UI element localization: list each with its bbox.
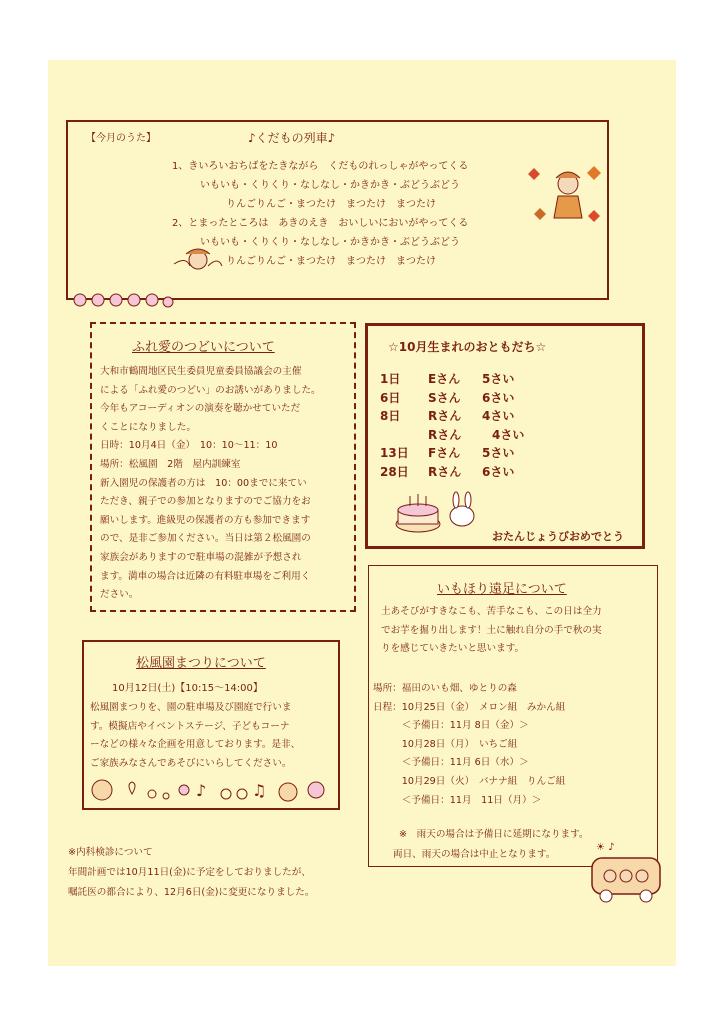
- fureai-line: 場所：松風園 2階 屋内訓練室: [100, 458, 241, 470]
- imohori-schedule-line: 10月29日（火） バナナ組 りんご組: [373, 775, 566, 787]
- imohori-intro-line: でお芋を掘り出します！土に触れ自分の手で秋の実: [381, 624, 602, 636]
- song-line: いもいも・くりくり・なしなし・かきかき・ぶどうぶどう: [200, 180, 460, 191]
- potato-digging-box: [368, 565, 658, 867]
- checkup-heading: ※内科検診について: [68, 847, 153, 858]
- song-title: ♪くだもの列車♪: [248, 131, 336, 145]
- fureai-line: 日時：10月4日（金） 10：10〜11：10: [100, 440, 278, 452]
- song-line: いもいも・くりくり・なしなし・かきかき・ぶどうぶどう: [200, 237, 460, 248]
- imohori-schedule-line: ＜予備日：11月 6日（水）＞: [373, 757, 529, 769]
- matsuri-line: す。模擬店やイベントステージ、子どもコーナ: [90, 720, 290, 732]
- imohori-intro-line: りを感じていきたいと思います。: [381, 643, 525, 655]
- checkup-line: 年間計画では10月11日(金)に予定をしておりましたが、: [68, 867, 311, 878]
- birthday-day: 6日: [380, 390, 401, 405]
- fureai-line: ただき、親子での参加となりますのでご協力をお: [100, 496, 311, 508]
- imohori-schedule-line: 10月28日（月） いちご組: [373, 738, 518, 750]
- flower-decoration: [68, 288, 178, 314]
- fureai-line: 新入園児の保護者の方は 10：00までに来てい: [100, 477, 307, 489]
- birthday-age: 4さい: [482, 409, 515, 423]
- birthday-age: 6さい: [482, 464, 515, 479]
- imohori-schedule-line: 場所：福田のいも畑、ゆとりの森: [373, 683, 517, 694]
- matsuri-line: ーなどの様々な企画を用意しております。是非、: [90, 739, 301, 751]
- fureai-line: ので、是非ご参加ください。当日は第２松風園の: [100, 533, 311, 545]
- fureai-line: くことになりました。: [100, 421, 196, 433]
- birthday-title: ☆10月生まれのおともだち☆: [388, 340, 547, 354]
- fureai-line: による「ふれ愛のつどい」のお誘いがありました。: [100, 384, 321, 396]
- song-line: 2、とまったところは あきのえき おいしいにおいがやってくる: [172, 218, 469, 229]
- festival-box: [82, 640, 340, 810]
- fureai-line: 願いします。進級児の保護者の方も参加できます: [100, 514, 311, 526]
- fureai-gathering-box: [90, 322, 356, 612]
- imohori-note: 両日、雨天の場合は中止となります。: [393, 849, 556, 860]
- bus-illustration: [586, 836, 666, 908]
- song-line: りんごりんご・まつたけ まつたけ まつたけ: [226, 256, 436, 267]
- birthday-day: 13日: [380, 446, 409, 460]
- song-line: りんごりんご・まつたけ まつたけ まつたけ: [226, 199, 436, 210]
- imohori-title: いもほり遠足について: [437, 582, 567, 597]
- fureai-line: ます。満車の場合は近隣の有料駐車場をご利用く: [100, 570, 311, 582]
- matsuri-date: 10月12日(土)【10:15〜14:00】: [112, 683, 263, 694]
- birthday-age: 5さい: [482, 446, 515, 460]
- birthday-name: Fさん: [428, 446, 461, 460]
- matsuri-body: [90, 699, 300, 773]
- birthday-name: Rさん: [428, 464, 462, 479]
- autumn-leaves-illustration: [528, 158, 608, 234]
- fureai-body: [100, 363, 321, 605]
- fairy-illustration: [172, 244, 224, 278]
- song-line: 1、きいろいおちばをたきながら くだものれっしゃがやってくる: [172, 161, 469, 172]
- svg-text:♪: ♪: [196, 781, 207, 800]
- fureai-line: 家族会がありますので駐車場の混雑が予想され: [100, 551, 302, 563]
- checkup-line: 嘱託医の都合により、12月6日(金)に変更になりました。: [68, 887, 315, 898]
- birthday-age: 5さい: [482, 372, 515, 386]
- cake-illustration: [390, 486, 490, 538]
- birthday-day: 8日: [380, 409, 401, 423]
- matsuri-line: ご家族みなさんであそびにいらしてください。: [90, 757, 292, 769]
- birthday-age: 4さい: [492, 427, 525, 442]
- matsuri-line: 松風園まつりを、園の駐車場及び園庭で行いま: [90, 702, 292, 713]
- birthday-day: 28日: [380, 464, 409, 479]
- birthday-age: 6さい: [482, 390, 515, 405]
- imohori-intro: [381, 603, 602, 659]
- song-label: 【今月のうた】: [86, 133, 156, 144]
- fureai-line: ださい。: [100, 589, 139, 601]
- birthday-greeting: おたんじょうびおめでとう: [492, 530, 624, 543]
- birthday-name: Sさん: [428, 390, 461, 405]
- fureai-title: ふれ愛のつどいについて: [132, 340, 275, 355]
- svg-text:☀ ♪: ☀ ♪: [596, 842, 615, 853]
- matsuri-title: 松風園まつりについて: [136, 656, 266, 671]
- imohori-schedule: [373, 680, 565, 810]
- svg-text:♫: ♫: [252, 781, 267, 800]
- song-of-the-month-box: [66, 120, 609, 300]
- imohori-schedule-line: ＜予備日：11月 8日（金）＞: [373, 720, 529, 732]
- imohori-schedule-line: ＜予備日：11月 11日（月）＞: [373, 794, 542, 806]
- birthday-name: Rさん: [428, 409, 462, 423]
- birthday-name: Rさん: [428, 427, 462, 442]
- fureai-line: 今年もアコーディオンの演奏を聴かせていただ: [100, 403, 301, 415]
- birthday-name: Eさん: [428, 372, 461, 386]
- imohori-schedule-line: 日程：10月25日（金） メロン組 みかん組: [373, 701, 566, 713]
- birthday-box: [365, 323, 645, 549]
- birthday-day: 1日: [380, 372, 401, 386]
- fureai-line: 大和市鶴間地区民生委員児童委員協議会の主催: [100, 366, 302, 377]
- flower-notes-decoration: [88, 776, 334, 804]
- imohori-note: ※ 雨天の場合は予備日に延期になります。: [399, 829, 589, 840]
- imohori-intro-line: 土あそびがすきなこも、苦手なこも、この日は全力: [381, 606, 602, 617]
